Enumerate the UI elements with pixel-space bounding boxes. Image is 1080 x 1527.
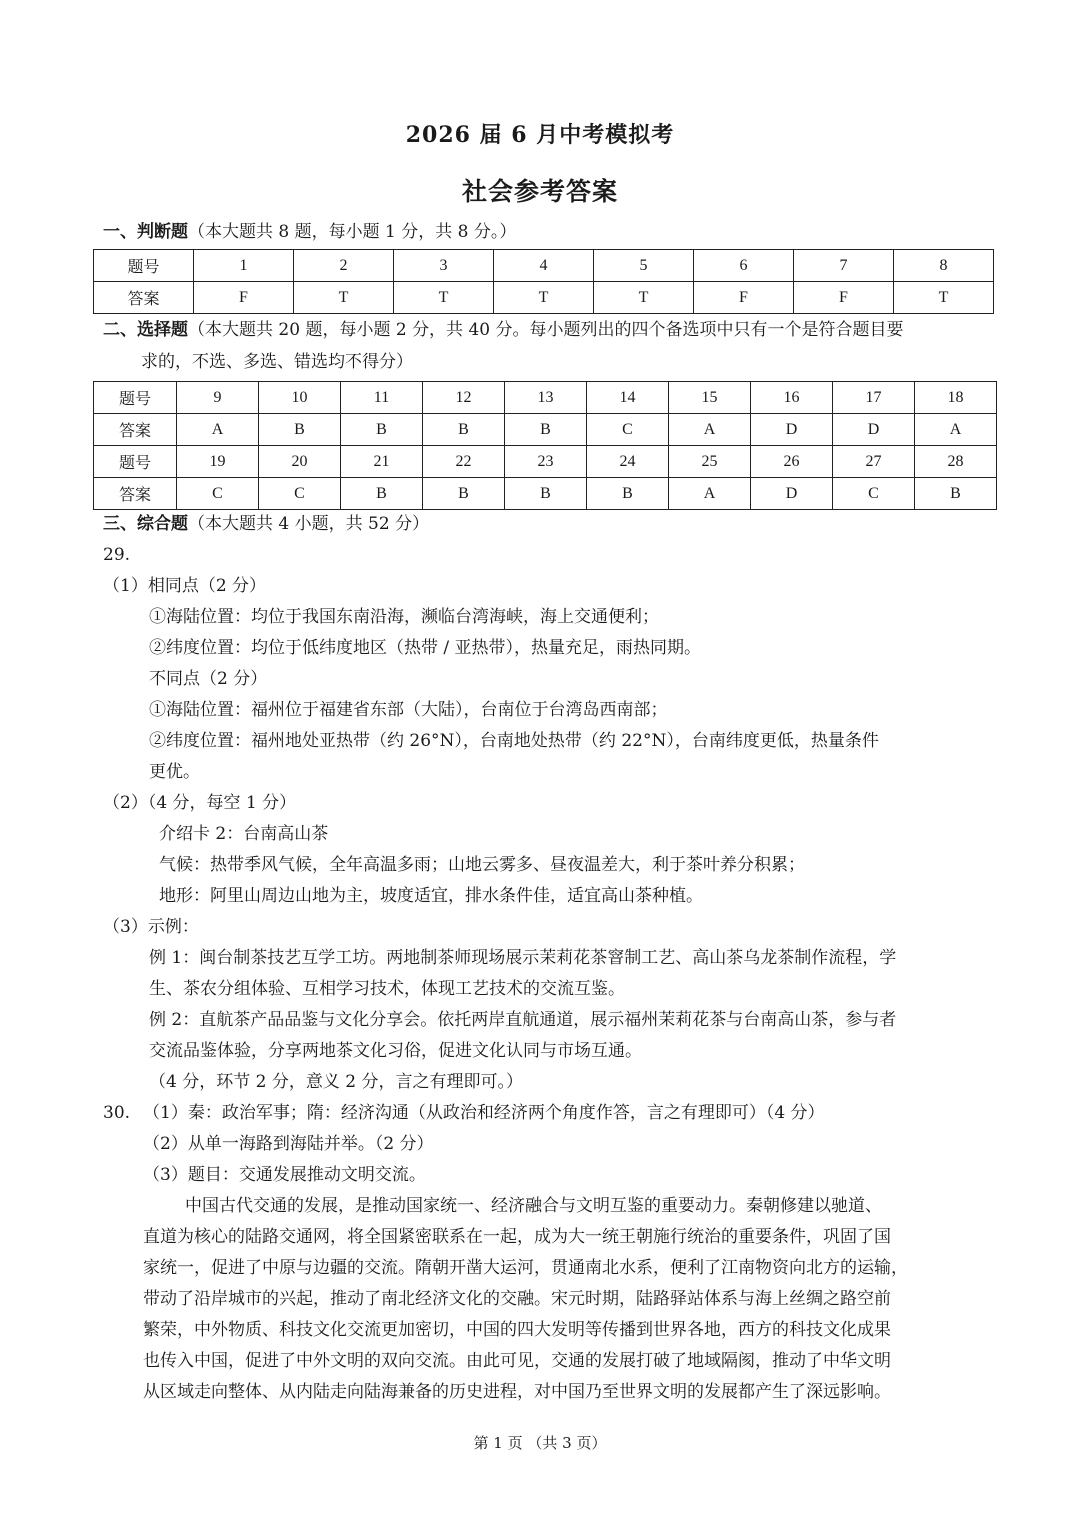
- table-cell: 3: [394, 250, 494, 282]
- table-cell: 26: [751, 446, 833, 478]
- table-cell: T: [394, 282, 494, 314]
- section1-title: 一、判断题: [103, 222, 188, 242]
- table-cell: 28: [915, 446, 997, 478]
- q29-line: ①海陆位置：均位于我国东南沿海，濒临台湾海峡，海上交通便利；: [149, 607, 659, 627]
- q29-line: 例 2：直航茶产品品鉴与文化分享会。依托两岸直航通道，展示福州茉莉花茶与台南高山茶，参与者: [149, 1010, 897, 1030]
- table-cell: F: [694, 282, 794, 314]
- table-cell: 16: [751, 382, 833, 414]
- table-cell: B: [505, 414, 587, 446]
- table-row-label: 题号: [94, 382, 177, 414]
- document-subtitle: 社会参考答案: [461, 177, 618, 206]
- table-cell: B: [259, 414, 341, 446]
- exam-title: 2026 届 6 月中考模拟考: [405, 122, 675, 148]
- table-cell: 6: [694, 250, 794, 282]
- q29-line: 例 1：闽台制茶技艺互学工坊。两地制茶师现场展示茉莉花茶窨制工艺、高山茶乌龙茶制作流程，学: [149, 948, 897, 968]
- table-cell: B: [915, 478, 997, 510]
- table-cell: 14: [587, 382, 669, 414]
- table-cell: D: [833, 414, 915, 446]
- q30-line: 中国古代交通的发展，是推动国家统一、经济融合与文明互鉴的重要动力。秦朝修建以驰道、: [185, 1196, 882, 1216]
- table-cell: F: [794, 282, 894, 314]
- q29-line: （1）相同点（2 分）: [103, 576, 267, 596]
- section2-heading: [103, 318, 904, 342]
- table-cell: B: [341, 414, 423, 446]
- table-cell: 20: [259, 446, 341, 478]
- section3-title: 三、综合题: [103, 514, 188, 534]
- table-cell: 18: [915, 382, 997, 414]
- table-row-label: 答案: [94, 282, 194, 314]
- table-row: [94, 414, 997, 446]
- table-cell: 15: [669, 382, 751, 414]
- q29-line: （2）（4 分，每空 1 分）: [103, 793, 297, 813]
- q29-line: 交流品鉴体验，分享两地茶文化习俗，促进文化认同与市场互通。: [149, 1041, 642, 1061]
- table-cell: 10: [259, 382, 341, 414]
- section3-heading: [103, 512, 429, 536]
- section2-note-line1: （本大题共 20 题，每小题 2 分，共 40 分。每小题列出的四个备选项中只有一个是符合题目要: [188, 320, 904, 340]
- table-cell: 27: [833, 446, 915, 478]
- table-cell: B: [587, 478, 669, 510]
- section2-note-line2: 求的，不选、多选、错选均不得分）: [141, 352, 413, 372]
- page-footer: 第 1 页 （共 3 页）: [473, 1434, 607, 1452]
- q29-line: ②纬度位置：福州地处亚热带（约 26°N），台南地处热带（约 22°N），台南纬度更低，热量条件: [149, 731, 879, 751]
- choice-answer-table: [93, 381, 997, 510]
- q30-line: 家统一，促进了中原与边疆的交流。隋朝开凿大运河，贯通南北水系，便利了江南物资向北方的运输，: [143, 1258, 908, 1278]
- table-cell: 2: [294, 250, 394, 282]
- table-cell: C: [587, 414, 669, 446]
- q29-line: （4 分，环节 2 分，意义 2 分，言之有理即可。）: [149, 1072, 523, 1092]
- table-cell: D: [751, 414, 833, 446]
- table-cell: T: [494, 282, 594, 314]
- section2-title: 二、选择题: [103, 320, 188, 340]
- table-cell: D: [751, 478, 833, 510]
- table-cell: 25: [669, 446, 751, 478]
- table-row: [94, 478, 997, 510]
- table-cell: A: [669, 414, 751, 446]
- table-row: [94, 382, 997, 414]
- table-cell: C: [833, 478, 915, 510]
- table-cell: A: [177, 414, 259, 446]
- table-cell: T: [894, 282, 994, 314]
- table-cell: 8: [894, 250, 994, 282]
- q29-line: 更优。: [149, 762, 200, 782]
- q29-line: 不同点（2 分）: [149, 669, 268, 689]
- q29-line: ②纬度位置：均位于低纬度地区（热带 / 亚热带），热量充足，雨热同期。: [149, 638, 702, 658]
- table-row: [94, 282, 994, 314]
- table-cell: A: [915, 414, 997, 446]
- judgement-answer-table: [93, 249, 994, 314]
- table-cell: 11: [341, 382, 423, 414]
- section1-note: （本大题共 8 题，每小题 1 分，共 8 分。）: [188, 222, 517, 242]
- table-row: [94, 446, 997, 478]
- q30-line: 直道为核心的陆路交通网，将全国紧密联系在一起，成为大一统王朝施行统治的重要条件，巩固了国: [143, 1227, 891, 1247]
- table-cell: 5: [594, 250, 694, 282]
- q29-line: ①海陆位置：福州位于福建省东部（大陆），台南位于台湾岛西南部；: [149, 700, 668, 720]
- q30-line: （2）从单一海路到海陆并举。（2 分）: [143, 1134, 434, 1154]
- q30-line: （3）题目：交通发展推动文明交流。: [143, 1165, 426, 1185]
- table-cell: 9: [177, 382, 259, 414]
- table-cell: B: [505, 478, 587, 510]
- table-cell: B: [423, 478, 505, 510]
- table-cell: 4: [494, 250, 594, 282]
- table-row-label: 答案: [94, 414, 177, 446]
- q29-line: 地形：阿里山周边山地为主，坡度适宜，排水条件佳，适宜高山茶种植。: [159, 886, 703, 906]
- q30-line: 繁荣，中外物质、科技文化交流更加密切，中国的四大发明等传播到世界各地，西方的科技文化成果: [143, 1320, 891, 1340]
- table-cell: B: [341, 478, 423, 510]
- q29-line: 气候：热带季风气候，全年高温多雨；山地云雾多、昼夜温差大，利于茶叶养分积累；: [159, 855, 805, 875]
- q30-line: （1）秦：政治军事；隋：经济沟通（从政治和经济两个角度作答，言之有理即可）（4 分）: [143, 1103, 825, 1123]
- q30-line: 也传入中国，促进了中外文明的双向交流。由此可见，交通的发展打破了地域隔阂，推动了中华文明: [143, 1351, 891, 1371]
- table-cell: 23: [505, 446, 587, 478]
- table-cell: 12: [423, 382, 505, 414]
- table-cell: C: [259, 478, 341, 510]
- table-cell: 22: [423, 446, 505, 478]
- table-row: [94, 250, 994, 282]
- table-row-label: 题号: [94, 250, 194, 282]
- q29-line: （3）示例：: [103, 917, 199, 937]
- table-cell: T: [594, 282, 694, 314]
- table-cell: 19: [177, 446, 259, 478]
- q30-line: 从区域走向整体、从内陆走向陆海兼备的历史进程，对中国乃至世界文明的发展都产生了深远影响。: [143, 1382, 891, 1402]
- question-29-number: 29.: [103, 545, 131, 565]
- question-30-number: 30.: [103, 1103, 131, 1123]
- table-cell: B: [423, 414, 505, 446]
- table-cell: C: [177, 478, 259, 510]
- table-cell: 7: [794, 250, 894, 282]
- table-cell: 21: [341, 446, 423, 478]
- section1-heading: [103, 220, 516, 244]
- q30-line: 带动了沿岸城市的兴起，推动了南北经济文化的交融。宋元时期，陆路驿站体系与海上丝绸之路空前: [143, 1289, 891, 1309]
- table-row-label: 答案: [94, 478, 177, 510]
- table-row-label: 题号: [94, 446, 177, 478]
- table-cell: 1: [194, 250, 294, 282]
- q29-line: 生、茶农分组体验、互相学习技术，体现工艺技术的交流互鉴。: [149, 979, 625, 999]
- table-cell: 24: [587, 446, 669, 478]
- table-cell: T: [294, 282, 394, 314]
- section3-note: （本大题共 4 小题，共 52 分）: [188, 514, 430, 534]
- table-cell: F: [194, 282, 294, 314]
- table-cell: 13: [505, 382, 587, 414]
- table-cell: 17: [833, 382, 915, 414]
- q29-line: 介绍卡 2：台南高山茶: [159, 824, 329, 844]
- table-cell: A: [669, 478, 751, 510]
